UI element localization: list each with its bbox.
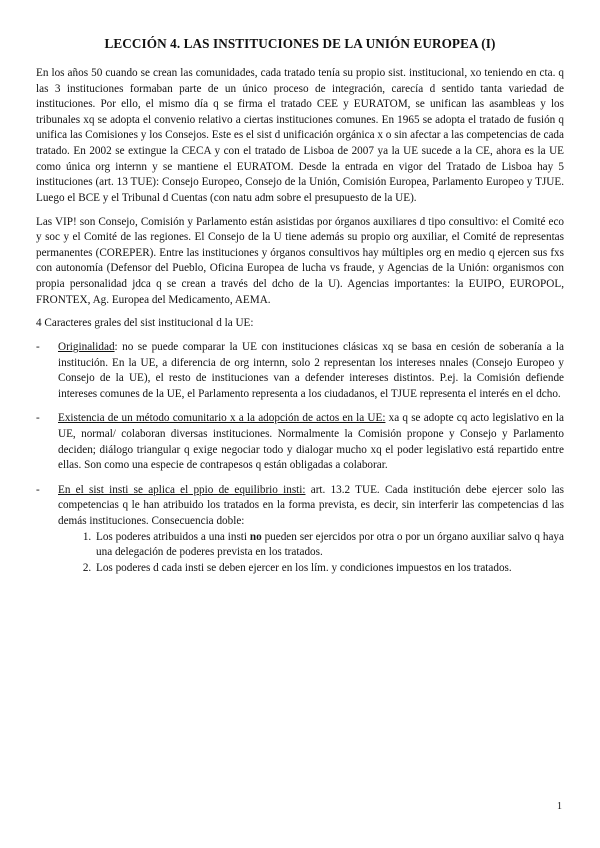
list-item-institutional-balance: [36, 483, 564, 577]
bullet-heading: Existencia de un método comunitario x a la adopción de actos en la UE:: [58, 412, 386, 425]
bullet-text: : no se puede comparar la UE con instituciones clásicas xq se basa en cesión de soberanía a la institución. En la UE, a diferencia de org internn, solo 2 representan los intereses nnales (Consejo Europeo y Consejo de la UE), el resto de instituciones van a defender intereses distintos. P.ej. la Comisión defiende intereses comunes de la UE, el Parlamento representa a los ciudadanos, el TJUE representa el interés en el dcho.: [58, 341, 564, 400]
paragraph-history: En los años 50 cuando se crean las comunidades, cada tratado tenía su propio sist. institucional, xo teniendo en cta. q las 3 instituciones formaban parte de un único proceso de integración, carecía d sentido tanta variedad de instituciones. Por ello, el mismo día q se firma el tratado CEE y EURATOM, se unifican las asambleas y los tribunales xq se adopta el convenio relativo a ciertas instituciones comunes. En 1965 se adopta el tratado de fusión q unifica las Comisiones y los Consejos. Este es el sist d unificación orgánica x o sin afectar a las competencias de cada tratado. En 2002 se extingue la CECA y con el tratado de Lisboa de 2007 ya la UE sucede a la CE, ahora es la UE como única org internn y se mantiene el EURATOM. Desde la entrada en vigor del Tratado de Lisboa hay 5 instituciones (art. 13 TUE): Consejo Europeo, Consejo de la Unión, Comisión Europea, Parlamento Europeo y TJUE. Luego el BCE y el Tribunal d Cuentas (con natu adm sobre el presupuesto de la UE).: [36, 67, 564, 204]
bullet-text: xa q se adopte cq acto legislativo en la UE, normal/ colaboran diversas instituciones. Normalmente la Comisión propone y Consejo y Parlamento deciden; diálogo triangular q exige negociar todo y dialogar mucho xq el poder legislativo está repartido entre ellas. Son como una especie de contrapesos q están obligadas a colaborar.: [58, 412, 564, 472]
characteristics-intro: 4 Caracteres grales del sist institucional d la UE:: [36, 317, 254, 330]
consequences-list: [58, 530, 564, 577]
bullet-dash: -: [36, 483, 40, 496]
consequence-item: 2. Los poderes d cada insti se deben ejercer en los lím. y condiciones impuestos en los tratados.: [94, 561, 564, 577]
bullet-dash: -: [36, 412, 40, 425]
paragraph-auxiliary-bodies: Las VIP! son Consejo, Comisión y Parlamento están asistidas por órganos auxiliares d tipo consultivo: el Comité eco y soc y el Comité de las regiones. El Consejo de la U tiene además su propio org auxiliar, el Comité de representas permanentes (COREPER). Entre las instituciones y órganos consultivos hay múltiples org en medio q ejercen sus fxs con autonomía (Defensor del Pueblo, Oficina Europea de lucha vs fraude, y Agencias de la Unión: organismos con propia personalidad jdca q se crean a través del dcho de la U). Agencias importantes: la EUIPO, EUROPOL, FRONTEX, Ag. Europea del Medicamento, AEMA.: [36, 215, 564, 306]
bullet-text: art. 13.2 TUE. Cada institución debe ejercer solo las competencias q le han atribuido los tratados en la forma prevista, es decir, sin interferir las competencias d las demás instituciones. Consecuencia doble:: [58, 483, 564, 527]
consequence-item: 1. Los poderes atribuidos a una insti no pueden ser ejercidos por otra o por un órgano auxiliar salvo q haya una delegación de poderes prevista en los tratados.: [94, 530, 564, 561]
list-item-originality: [36, 340, 564, 402]
bullet-heading: Originalidad: [58, 341, 115, 354]
page-title: LECCIÓN 4. LAS INSTITUCIONES DE LA UNIÓN EUROPEA (I): [104, 36, 496, 51]
page-number: 1: [557, 801, 562, 812]
bullet-heading: En el sist insti se aplica el ppio de equilibrio insti:: [58, 483, 306, 496]
document-body: [36, 66, 564, 585]
list-item-community-method: [36, 411, 564, 473]
bullet-dash: -: [36, 341, 40, 354]
